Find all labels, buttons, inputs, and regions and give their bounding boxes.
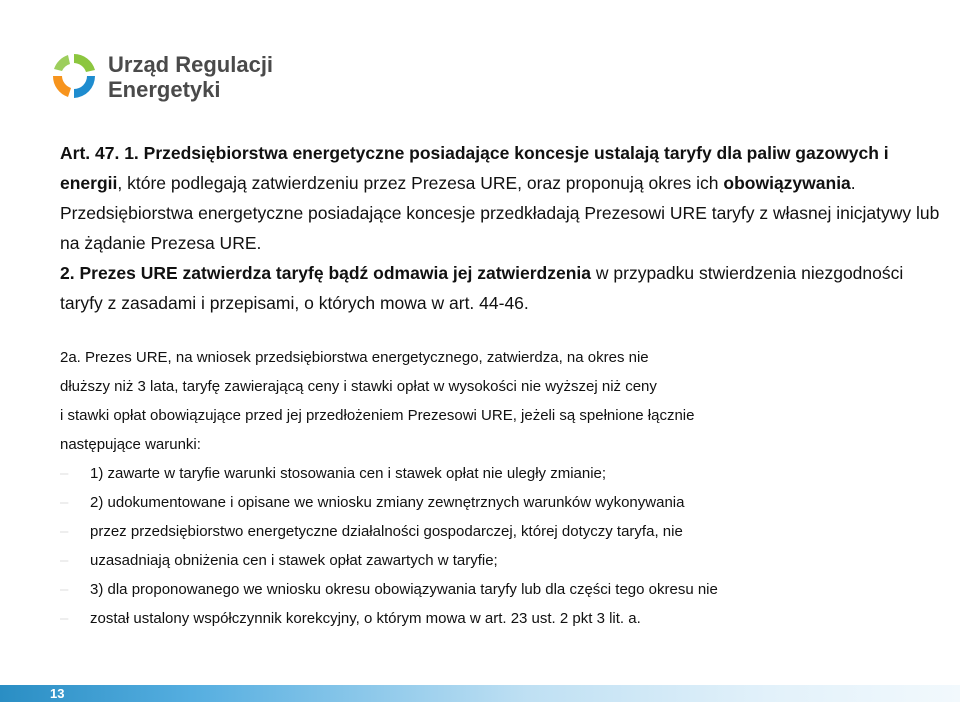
paragraph-2a-line: i stawki opłat obowiązujące przed jej przedłożeniem Prezesowi URE, jeżeli są spełnione łącznie	[60, 407, 695, 424]
article-content	[60, 138, 940, 633]
list-marker: –	[60, 581, 69, 598]
list-marker: –	[60, 552, 69, 569]
page-number: 13	[50, 686, 65, 701]
condition-list-item	[60, 546, 940, 575]
paragraph-2a-line: następujące warunki:	[60, 436, 201, 453]
footer-bar	[0, 685, 960, 702]
condition-list-item	[60, 604, 940, 633]
list-text: 1) zawarte w taryfie warunki stosowania cen i stawek opłat nie uległy zmianie;	[90, 465, 607, 482]
article-47-paragraph-2	[60, 258, 940, 318]
article-47-paragraph-1	[60, 138, 940, 258]
list-text: przez przedsiębiorstwo energetyczne działalności gospodarczej, której dotyczy taryfa, nie	[90, 523, 683, 540]
text-run: Art. 47. 1. Przedsiębiorstwa energetyczne posiadające koncesje ustalają taryfy dla paliw gazowych i energii	[60, 143, 889, 193]
list-text: został ustalony współczynnik korekcyjny, o którym mowa w art. 23 ust. 2 pkt 3 lit. a.	[90, 610, 641, 627]
text-run: w przypadku stwierdzenia niezgodności taryfy z zasadami i przepisami, o których mowa w art. 44-46.	[60, 263, 904, 313]
list-text: 3) dla proponowanego we wniosku okresu obowiązywania taryfy lub dla części tego okresu nie	[90, 581, 718, 598]
text-run: , które podlegają zatwierdzeniu przez Prezesa URE, oraz proponują okres ich	[117, 173, 724, 193]
text-run: obowiązywania	[723, 173, 851, 193]
condition-list-item	[60, 517, 940, 546]
spacer	[60, 318, 940, 343]
logo-line-2: Energetyki	[108, 77, 221, 102]
paragraph-2a-line: dłuższy niż 3 lata, taryfę zawierającą ceny i stawki opłat w wysokości nie wyższej niż ceny	[60, 378, 657, 395]
ure-logo-icon	[48, 50, 100, 102]
list-marker: –	[60, 465, 69, 482]
text-run: 2. Prezes URE zatwierdza taryfę bądź odmawia jej zatwierdzenia	[60, 263, 592, 283]
logo-line-1: Urząd Regulacji	[108, 52, 274, 77]
ure-logo-text	[108, 52, 273, 102]
paragraph-2a-line: 2a. Prezes URE, na wniosek przedsiębiorstwa energetycznego, zatwierdza, na okres nie	[60, 349, 649, 366]
text-run: . Przedsiębiorstwa energetyczne posiadające koncesje przedkładają Prezesowi URE taryfy z własnej inicjatywy lub na żądanie Prezesa URE.	[60, 173, 940, 253]
ure-logo	[48, 48, 278, 108]
list-marker: –	[60, 494, 69, 511]
list-text: 2) udokumentowane i opisane we wniosku zmiany zewnętrznych warunków wykonywania	[90, 494, 685, 511]
list-marker: –	[60, 610, 69, 627]
list-text: uzasadniają obniżenia cen i stawek opłat zawartych w taryfie;	[90, 552, 498, 569]
condition-list-item	[60, 488, 940, 517]
condition-list-item	[60, 459, 940, 488]
list-marker: –	[60, 523, 69, 540]
condition-list-item	[60, 575, 940, 604]
